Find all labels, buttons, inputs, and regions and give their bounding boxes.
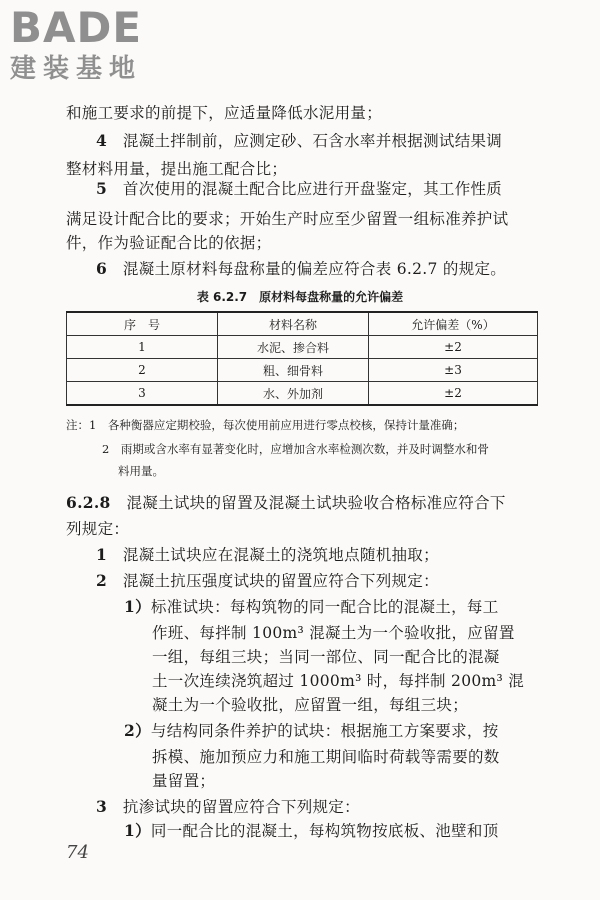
table-row [67,382,538,406]
table-note-2: 2 雨期或含水率有显著变化时，应增加含水率检测次数，并及时调整水和骨 [102,442,489,456]
section-item-3: 3 抗渗试块的留置应符合下列规定： [96,797,360,816]
watermark-logo [10,4,142,84]
subitem-1-line-1: 1）标准试块：每构筑物的同一配合比的混凝土，每工 [124,597,499,616]
table-row [67,336,538,359]
table-caption: 表 6.2.7 原材料每盘称量的允许偏差 [196,290,404,304]
item-5-number: 5 [96,179,108,198]
tolerance-table [66,311,538,406]
header-material: 材料名称 [218,312,369,336]
subitem-1-line-2: 作班、每拌制 100m³ 混凝土为一个验收批，应留置 [152,624,515,642]
watermark-brand: BADE [10,3,143,52]
section-item-2: 2 混凝土抗压强度试块的留置应符合下列规定： [96,571,439,590]
cell-seq: 1 [67,336,218,359]
table-row [67,359,538,382]
section-item-1: 1 混凝土试块应在混凝土的浇筑地点随机抽取； [96,545,439,564]
item-4-line-2: 整材料用量，提出施工配合比； [66,160,288,178]
cell-material: 粗、细骨料 [218,359,369,382]
subitem-1-line-3: 一组，每组三块；当同一部位、同一配合比的混凝 [152,648,500,666]
section-6-2-8-line-2: 列规定： [66,520,130,538]
header-seq: 序 号 [67,312,218,336]
item-5-line-3: 件，作为验证配合比的依据； [66,234,272,252]
subitem-3-line-1: 1）同一配合比的混凝土，每构筑物按底板、池壁和顶 [124,821,499,840]
item-6-line-1: 6 混凝土原材料每盘称量的偏差应符合表 6.2.7 的规定。 [96,259,507,278]
cell-material: 水泥、掺合料 [218,336,369,359]
cell-seq: 2 [67,359,218,382]
note-1-number: 1 [89,418,97,432]
item-4-number: 4 [96,131,108,150]
subitem-1-line-4: 土一次连续浇筑超过 1000m³ 时，每拌制 200m³ 混 [152,672,525,690]
cell-tolerance: ±3 [369,359,538,382]
section-6-2-8-line-1: 6.2.8 混凝土试块的留置及混凝土试块验收合格标准应符合下 [66,493,506,512]
page-number: 74 [66,842,89,863]
header-tolerance: 允许偏差（%） [369,312,538,336]
watermark-subtitle: 建装基地 [10,54,143,84]
subitem-2-line-1: 2）与结构同条件养护的试块：根据施工方案要求，按 [124,721,499,740]
cell-seq: 3 [67,382,218,406]
subitem-2-line-3: 量留置； [152,772,216,790]
table-note-2-cont: 料用量。 [118,464,164,478]
table-note-1: 注：1 各种衡器应定期校验，每次使用前应用进行零点校核，保持计量准确； [66,418,465,432]
item-4-line-1: 4 混凝土拌制前，应测定砂、石含水率并根据测试结果调 [96,131,503,150]
section-number: 6.2.8 [66,493,111,512]
note-label: 注： [66,418,89,432]
item-6-number: 6 [96,259,108,278]
table-header-row [67,312,538,336]
subitem-1-line-5: 凝土为一个验收批，应留置一组，每组三块； [152,696,469,714]
paragraph-continuation: 和施工要求的前提下，应适量降低水泥用量； [66,104,383,122]
cell-tolerance: ±2 [369,382,538,406]
subitem-2-line-2: 拆模、施加预应力和施工期间临时荷载等需要的数 [152,748,500,766]
cell-tolerance: ±2 [369,336,538,359]
cell-material: 水、外加剂 [218,382,369,406]
item-5-line-2: 满足设计配合比的要求；开始生产时应至少留置一组标准养护试 [66,210,509,228]
note-2-number: 2 [102,442,110,456]
item-5-line-1: 5 首次使用的混凝土配合比应进行开盘鉴定，其工作性质 [96,179,503,198]
